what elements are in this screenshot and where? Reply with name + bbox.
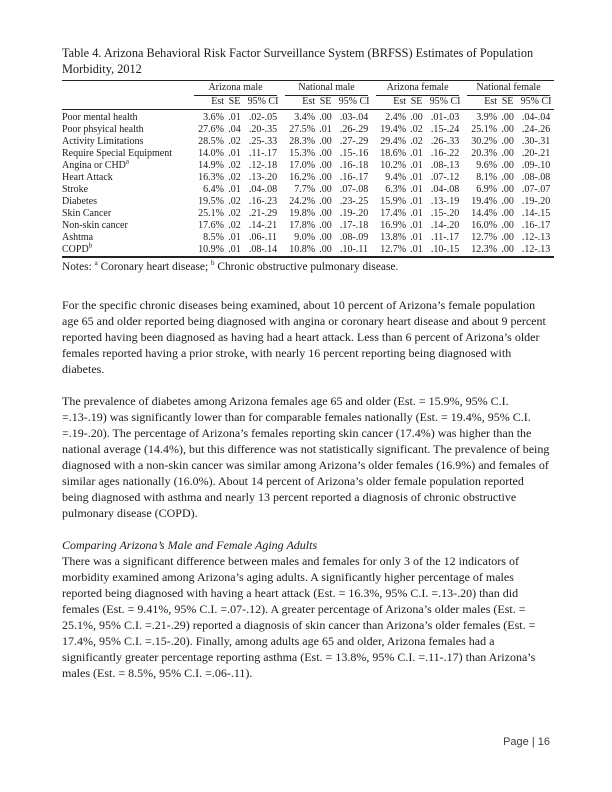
cell-se: .02: [228, 208, 241, 219]
cell-est: 12.7%: [471, 232, 498, 243]
cell-est: 16.3%: [198, 172, 224, 183]
page-number: Page | 16: [503, 736, 550, 748]
cell-est: 29.4%: [380, 136, 407, 147]
cell-se: .00: [501, 160, 514, 171]
cell-se: .00: [319, 220, 332, 231]
table-row: [62, 148, 554, 160]
cell-se: .00: [319, 172, 332, 183]
cell-est: 9.0%: [294, 232, 316, 243]
cell-ci: .30-.31: [521, 136, 551, 147]
paragraph-2: The prevalence of diabetes among Arizona females age 65 and older (Est. = 15.9%, 95% C.I. =.13-.19) was significantly lower than for comparable females nationally (Est. = 19.4%, 95% C.I. =.19-.20). The percentage of Arizona’s females reporting skin cancer (17.4%) was higher than the national average (14.4%), but this difference was not statistically significant. The prevalence of being diagnosed with a non-skin cancer was similar among Arizona’s older females (16.9%) and females of similar ages nationally (16.0%). About 14 percent of Arizona’s older female population reported being diagnosed with asthma and nearly 13 percent reported a diagnosis of chronic obstructive pulmonary disease (COPD).: [62, 394, 550, 520]
cell-se: .00: [319, 196, 332, 207]
cell-se: .01: [410, 148, 423, 159]
cell-est: 16.0%: [471, 220, 498, 231]
cell-se: .00: [501, 136, 514, 147]
cell-ci: .08-.13: [430, 160, 460, 171]
cell-ci: .24-.26: [521, 124, 551, 135]
col-se: SE: [406, 96, 427, 110]
cell-se: .00: [319, 232, 332, 243]
cell-se: .02: [410, 124, 423, 135]
cell-se: .00: [410, 112, 423, 123]
cell-se: .00: [319, 136, 332, 147]
cell-ci: .20-.35: [248, 124, 278, 135]
cell-est: 6.9%: [476, 184, 498, 195]
cell-est: 9.4%: [385, 172, 407, 183]
cell-ci: .16-.22: [430, 148, 460, 159]
cell-ci: .20-.21: [521, 148, 551, 159]
cell-se: .00: [501, 124, 514, 135]
cell-ci: .17-.18: [339, 220, 369, 231]
footnote-marker-a: a: [125, 157, 129, 166]
cell-ci: .03-.04: [339, 112, 369, 123]
cell-ci: .15-.16: [339, 148, 369, 159]
cell-est: 16.9%: [380, 220, 407, 231]
cell-ci: .04-.04: [521, 112, 551, 123]
cell-se: .00: [319, 244, 332, 255]
cell-ci: .04-.08: [430, 184, 460, 195]
cell-ci: .15-.24: [430, 124, 460, 135]
cell-ci: .10-.15: [430, 244, 460, 255]
cell-est: 20.3%: [471, 148, 498, 159]
cell-est: 19.5%: [198, 196, 224, 207]
col-ci: 95% CI: [336, 96, 372, 110]
cell-ci: .16-.17: [521, 220, 551, 231]
cell-est: 2.4%: [385, 112, 407, 123]
table-title-line2: Morbidity, 2012: [62, 61, 142, 76]
cell-est: 14.9%: [198, 160, 224, 171]
cell-se: .00: [319, 208, 332, 219]
empty-corner-cell: [62, 96, 190, 110]
col-ci: 95% CI: [245, 96, 281, 110]
cell-est: 28.3%: [289, 136, 316, 147]
cell-ci: .13-.20: [248, 172, 278, 183]
morbidity-table: [62, 80, 554, 258]
cell-se: .01: [228, 112, 241, 123]
row-label: Poor phsyical health: [62, 124, 144, 135]
row-label: Diabetes: [62, 196, 97, 207]
cell-est: 25.1%: [198, 208, 224, 219]
col-se: SE: [315, 96, 336, 110]
cell-se: .00: [501, 244, 514, 255]
cell-se: .00: [501, 184, 514, 195]
cell-ci: .14-.15: [521, 208, 551, 219]
cell-ci: .10-.11: [340, 244, 369, 255]
cell-ci: .14-.20: [430, 220, 460, 231]
cell-se: .01: [410, 172, 423, 183]
cell-est: 16.2%: [289, 172, 316, 183]
subheader-row: [62, 96, 554, 110]
cell-est: 17.0%: [289, 160, 316, 171]
cell-ci: .27-.29: [339, 136, 369, 147]
cell-se: .02: [228, 196, 241, 207]
row-label: Skin Cancer: [62, 208, 112, 219]
cell-se: .01: [410, 208, 423, 219]
cell-est: 8.5%: [203, 232, 224, 243]
cell-est: 6.4%: [203, 184, 224, 195]
cell-est: 17.6%: [198, 220, 224, 231]
cell-ci: .26-.29: [339, 124, 369, 135]
cell-ci: .07-.08: [339, 184, 369, 195]
table-title-line1: Table 4. Arizona Behavioral Risk Factor Surveillance System (BRFSS) Estimates of Population: [62, 46, 534, 60]
cell-ci: .19-.20: [521, 196, 551, 207]
cell-ci: .26-.33: [430, 136, 460, 147]
row-label: COPD$^b$: [62, 241, 93, 255]
note-a-text: Coronary heart disease;: [100, 261, 209, 273]
section-heading: Comparing Arizona’s Male and Female Aging Adults: [62, 538, 318, 552]
cell-est: 3.9%: [476, 112, 498, 123]
cell-se: .02: [228, 160, 241, 171]
cell-ci: .16-.18: [339, 160, 369, 171]
row-label: Heart Attack: [62, 172, 113, 183]
row-label: Ashtma: [62, 232, 94, 243]
cell-se: .00: [319, 184, 332, 195]
cell-se: .00: [319, 112, 332, 123]
cell-se: .01: [410, 196, 423, 207]
cell-est: 24.2%: [289, 196, 316, 207]
col-est: Est: [463, 96, 497, 110]
cell-se: .00: [501, 232, 514, 243]
cell-est: 6.3%: [385, 184, 407, 195]
paragraph-3: There was a significant difference between males and females for only 3 of the 12 indicators of morbidity examined among Arizona’s aging adults. A significantly higher percentage of males reported being diagnosed with having a heart attack (Est. = 16.3%, 95% C.I. =.13-.20) than did females (Est. = 9.41%, 95% C.I. =.07-.12). A greater percentage of Arizona’s older males (Est. = 25.1%, 95% C.I. =.21-.29) reported a diagnosis of skin cancer than Arizona’s older females (Est. = 17.4%, 95% C.I. =.15-.20). Finally, among adults age 65 and older, Arizona females had a significantly greater percentage reporting asthma (Est. = 13.8%, 95% C.I. =.11-.17) than Arizona’s males (Est. = 8.5%, 95% C.I. =.06-.11).: [62, 554, 536, 680]
cell-est: 15.9%: [380, 196, 407, 207]
cell-se: .01: [410, 220, 423, 231]
row-label: Require Special Equipment: [62, 148, 172, 159]
body-content: [62, 297, 550, 681]
cell-ci: .15-.20: [430, 208, 460, 219]
footnote-marker-a: a: [94, 259, 98, 268]
cell-se: .01: [228, 184, 241, 195]
cell-se: .00: [319, 160, 332, 171]
cell-ci: .08-.08: [521, 172, 551, 183]
table-row: [62, 196, 554, 208]
cell-est: 7.7%: [294, 184, 316, 195]
empty-corner-cell: [62, 81, 190, 97]
cell-ci: .12-.13: [521, 232, 551, 243]
cell-est: 14.4%: [471, 208, 498, 219]
col-est: Est: [372, 96, 406, 110]
cell-ci: .21-.29: [248, 208, 278, 219]
table-row: [62, 184, 554, 196]
col-se: SE: [497, 96, 518, 110]
cell-se: .02: [228, 220, 241, 231]
table-title: [62, 46, 550, 77]
cell-se: .01: [228, 148, 241, 159]
table-row: [62, 220, 554, 232]
cell-se: .00: [501, 196, 514, 207]
cell-ci: .06-.11: [249, 232, 277, 243]
group-header-row: [62, 81, 554, 97]
cell-est: 15.3%: [289, 148, 316, 159]
row-label: Angina or CHD$^a$: [62, 157, 129, 171]
cell-se: .02: [228, 136, 241, 147]
column-group-arizona-male: Arizona male: [190, 81, 281, 97]
cell-est: 14.0%: [198, 148, 224, 159]
col-est: Est: [281, 96, 315, 110]
cell-est: 8.1%: [476, 172, 498, 183]
cell-ci: .23-.25: [339, 196, 369, 207]
cell-se: .01: [228, 244, 241, 255]
col-est: Est: [190, 96, 224, 110]
cell-est: 28.5%: [198, 136, 224, 147]
cell-est: 10.8%: [289, 244, 316, 255]
table-row: [62, 110, 554, 125]
cell-se: .01: [410, 244, 423, 255]
cell-ci: .16-.17: [339, 172, 369, 183]
cell-est: 19.4%: [380, 124, 407, 135]
cell-ci: .14-.21: [248, 220, 278, 231]
cell-est: 27.6%: [198, 124, 224, 135]
cell-se: .00: [501, 208, 514, 219]
notes-prefix: Notes:: [62, 261, 92, 273]
cell-se: .01: [228, 232, 241, 243]
cell-ci: .04-.08: [248, 184, 278, 195]
footnote-marker-b: b: [88, 241, 93, 250]
cell-se: .00: [319, 148, 332, 159]
cell-ci: .07-.12: [430, 172, 460, 183]
cell-est: 17.8%: [289, 220, 316, 231]
table-row: [62, 124, 554, 136]
cell-est: 13.8%: [380, 232, 407, 243]
cell-est: 3.6%: [203, 112, 224, 123]
cell-est: 19.8%: [289, 208, 316, 219]
cell-se: .00: [501, 172, 514, 183]
cell-ci: .09-.10: [521, 160, 551, 171]
cell-se: .04: [228, 124, 241, 135]
column-group-national-male: National male: [281, 81, 372, 97]
note-b-text: Chronic obstructive pulmonary disease.: [217, 261, 399, 273]
cell-ci: .12-.13: [521, 244, 551, 255]
row-label: Non-skin cancer: [62, 220, 128, 231]
cell-ci: .19-.20: [339, 208, 369, 219]
cell-est: 19.4%: [471, 196, 498, 207]
table-row: [62, 232, 554, 244]
cell-ci: .12-.18: [248, 160, 278, 171]
cell-se: .00: [501, 148, 514, 159]
table-row: [62, 160, 554, 172]
cell-ci: .01-.03: [430, 112, 460, 123]
cell-ci: .25-.33: [248, 136, 278, 147]
cell-est: 10.2%: [380, 160, 407, 171]
cell-se: .02: [410, 136, 423, 147]
col-ci: 95% CI: [518, 96, 554, 110]
table-notes: [62, 260, 550, 274]
col-ci: 95% CI: [427, 96, 463, 110]
cell-se: .01: [319, 124, 332, 135]
cell-est: 25.1%: [471, 124, 498, 135]
table-row: [62, 136, 554, 148]
cell-se: .00: [501, 220, 514, 231]
cell-ci: .02-.05: [248, 112, 278, 123]
cell-se: .01: [410, 232, 423, 243]
cell-ci: .13-.19: [430, 196, 460, 207]
cell-est: 18.6%: [380, 148, 407, 159]
cell-ci: .07-.07: [521, 184, 551, 195]
table-row: [62, 244, 554, 257]
cell-ci: .11-.17: [431, 232, 460, 243]
cell-est: 12.7%: [380, 244, 407, 255]
paragraph-1: For the specific chronic diseases being examined, about 10 percent of Arizona’s female population age 65 and older reported being diagnosed with angina or coronary heart disease and about 9 percent reported having been diagnosed as having had a heart attack. Less than 6 percent of Arizona’s older females reported having a prior stroke, with nearly 16 percent reporting being diagnosed with diabetes.: [62, 298, 546, 376]
cell-est: 17.4%: [380, 208, 407, 219]
footnote-marker-b: b: [210, 259, 215, 268]
cell-est: 9.6%: [476, 160, 498, 171]
cell-se: .00: [501, 112, 514, 123]
cell-se: .01: [410, 184, 423, 195]
cell-est: 12.3%: [471, 244, 498, 255]
cell-est: 30.2%: [471, 136, 498, 147]
cell-ci: .08-.14: [248, 244, 278, 255]
cell-est: 27.5%: [289, 124, 316, 135]
cell-se: .02: [228, 172, 241, 183]
cell-ci: .11-.17: [249, 148, 277, 159]
row-label: Stroke: [62, 184, 89, 195]
cell-ci: .08-.09: [339, 232, 369, 243]
row-label: Poor mental health: [62, 112, 138, 123]
cell-se: .01: [410, 160, 423, 171]
cell-est: 10.9%: [198, 244, 224, 255]
column-group-national-female: National female: [463, 81, 554, 97]
row-label: Activity Limitations: [62, 136, 144, 147]
cell-ci: .16-.23: [248, 196, 278, 207]
col-se: SE: [224, 96, 245, 110]
column-group-arizona-female: Arizona female: [372, 81, 463, 97]
table-row: [62, 208, 554, 220]
table-row: [62, 172, 554, 184]
cell-est: 3.4%: [294, 112, 316, 123]
